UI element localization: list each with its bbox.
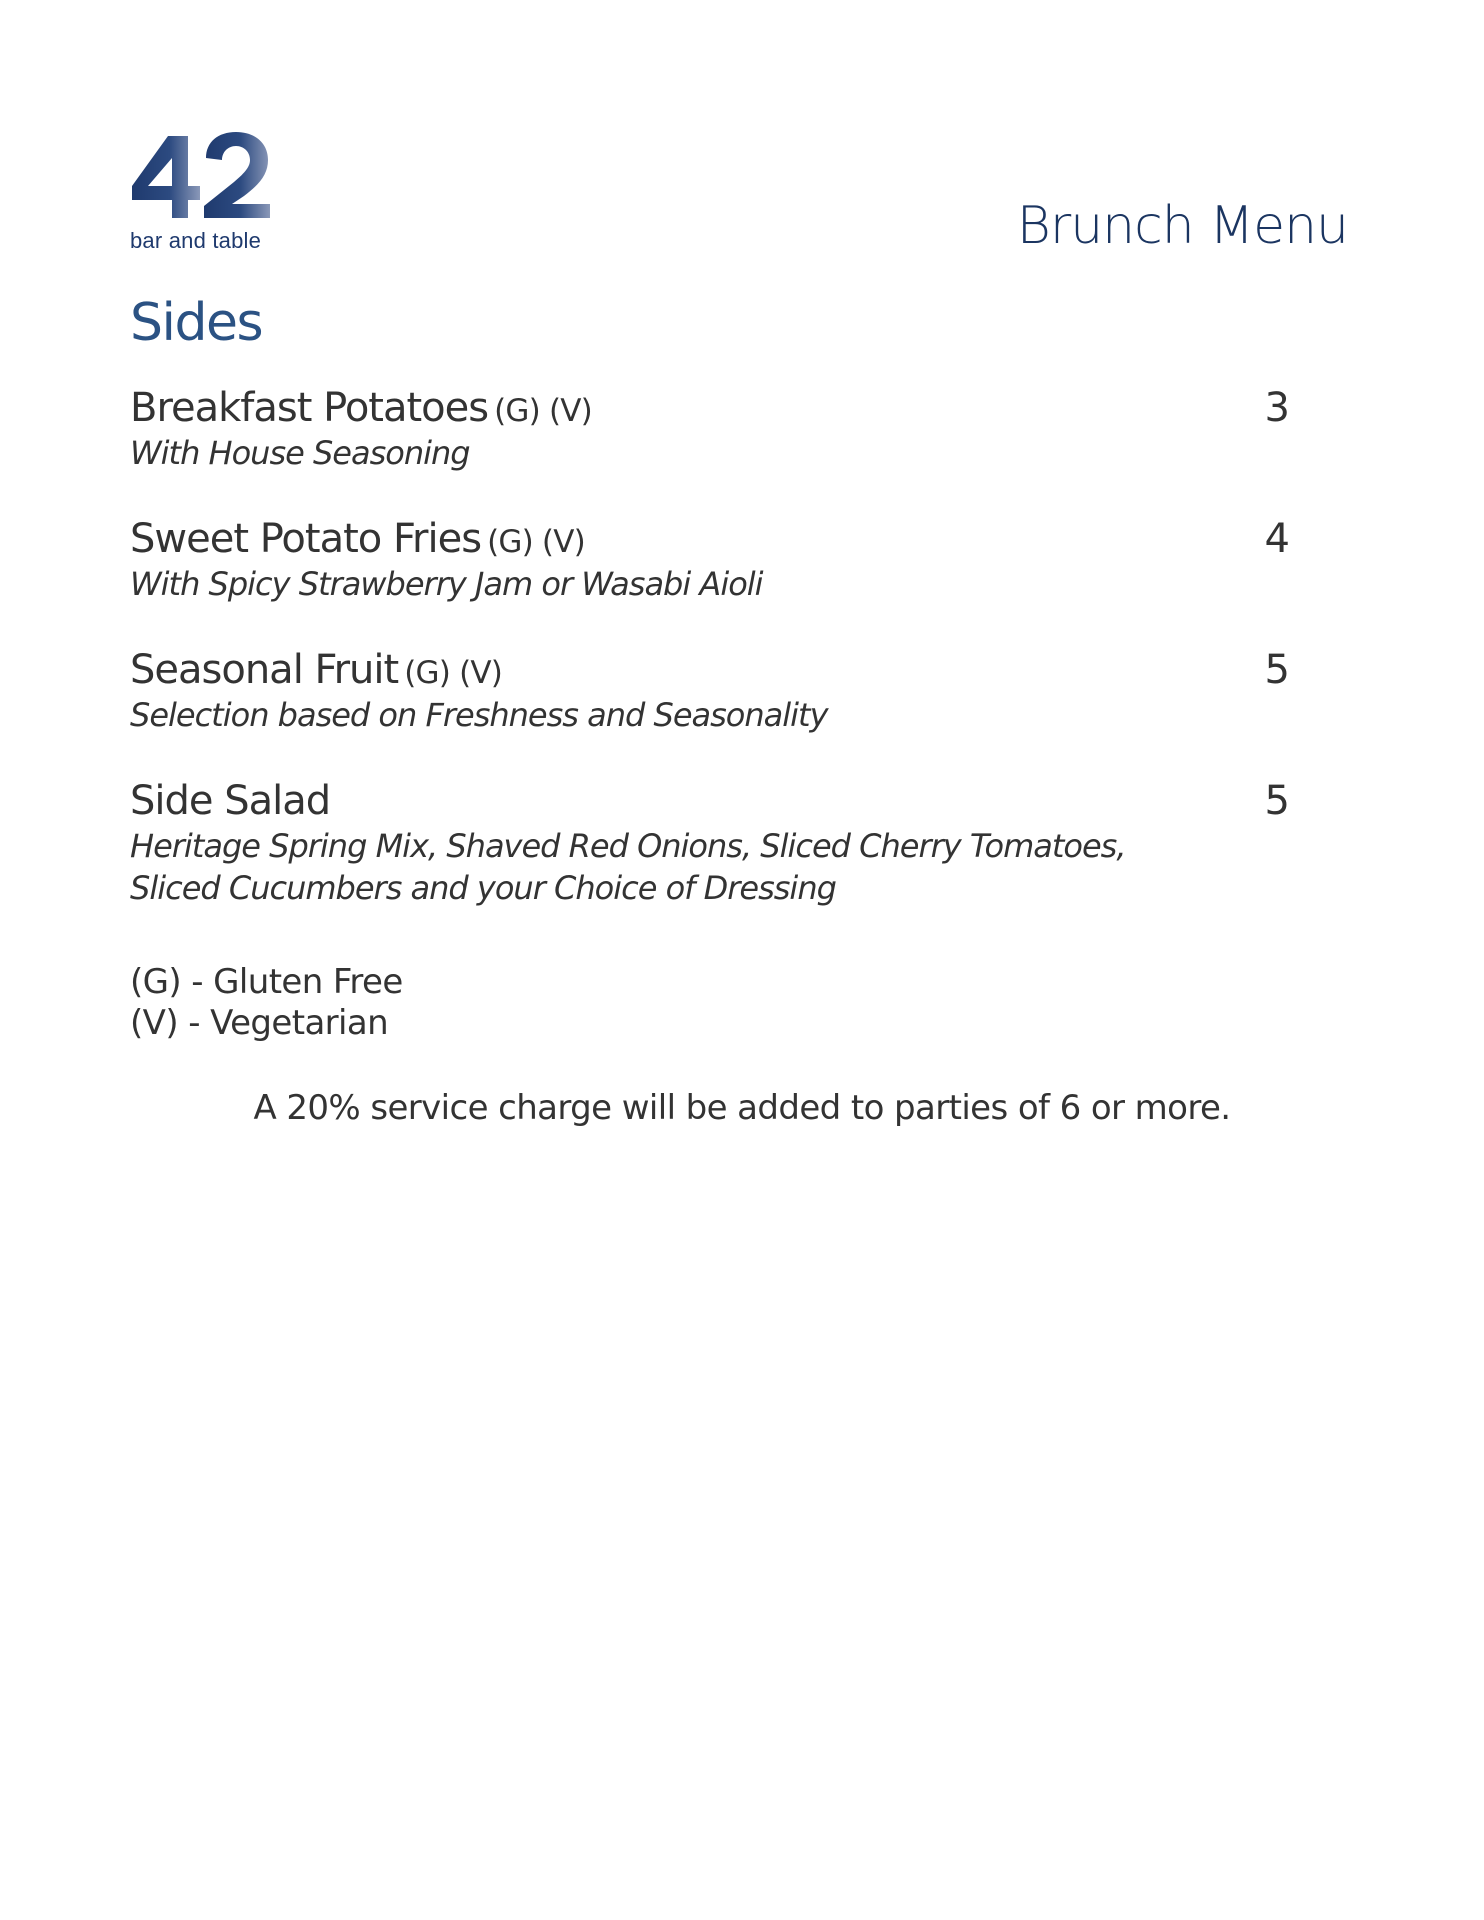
section-title: Sides xyxy=(130,293,263,353)
logo xyxy=(130,128,280,258)
logo-42-mark xyxy=(130,128,280,223)
menu-item-tags: (G) (V) xyxy=(404,655,503,691)
menu-title: Brunch Menu xyxy=(1016,196,1348,256)
menu-item-price: 3 xyxy=(1264,385,1290,431)
menu-item-description-line: Sliced Cucumbers and your Choice of Dressing xyxy=(130,869,836,907)
menu-item-price: 4 xyxy=(1264,516,1290,562)
menu-item-description: Selection based on Freshness and Seasonality xyxy=(130,696,828,734)
menu-item-name: Breakfast Potatoes xyxy=(130,385,489,431)
menu-item-price: 5 xyxy=(1264,647,1290,693)
logo-tagline: bar and table xyxy=(130,228,262,253)
menu-item-title xyxy=(130,518,585,560)
menu-item xyxy=(130,778,1290,909)
menu-item-price: 5 xyxy=(1264,778,1290,824)
menu-item xyxy=(130,385,1290,474)
menu-item-header xyxy=(130,516,1290,562)
menu-item xyxy=(130,516,1290,605)
menu-item-name: Seasonal Fruit xyxy=(130,647,399,693)
menu-item-header xyxy=(130,647,1290,693)
menu-item-title xyxy=(130,387,592,429)
menu-item xyxy=(130,647,1290,736)
menu-item-name: Side Salad xyxy=(130,778,331,824)
legend-gluten-free: (G) - Gluten Free xyxy=(130,962,403,1002)
menu-item-description-line: Heritage Spring Mix, Shaved Red Onions, Sliced Cherry Tomatoes, xyxy=(130,827,1126,865)
menu-item-tags: (G) (V) xyxy=(487,524,585,560)
menu-item-title xyxy=(130,649,502,691)
menu-item-header xyxy=(130,385,1290,431)
menu-items-list xyxy=(130,385,1290,951)
menu-item-name: Sweet Potato Fries xyxy=(130,516,482,562)
service-charge-note: A 20% service charge will be added to parties of 6 or more. xyxy=(253,1088,1231,1128)
dietary-legend xyxy=(130,962,403,1044)
menu-item-tags: (G) (V) xyxy=(494,393,592,429)
menu-item-title xyxy=(130,780,330,822)
menu-item-header xyxy=(130,778,1290,824)
legend-vegetarian: (V) - Vegetarian xyxy=(130,1003,389,1043)
menu-item-description: With House Seasoning xyxy=(130,434,470,472)
menu-item-description: With Spicy Strawberry Jam or Wasabi Aioli xyxy=(130,565,763,603)
